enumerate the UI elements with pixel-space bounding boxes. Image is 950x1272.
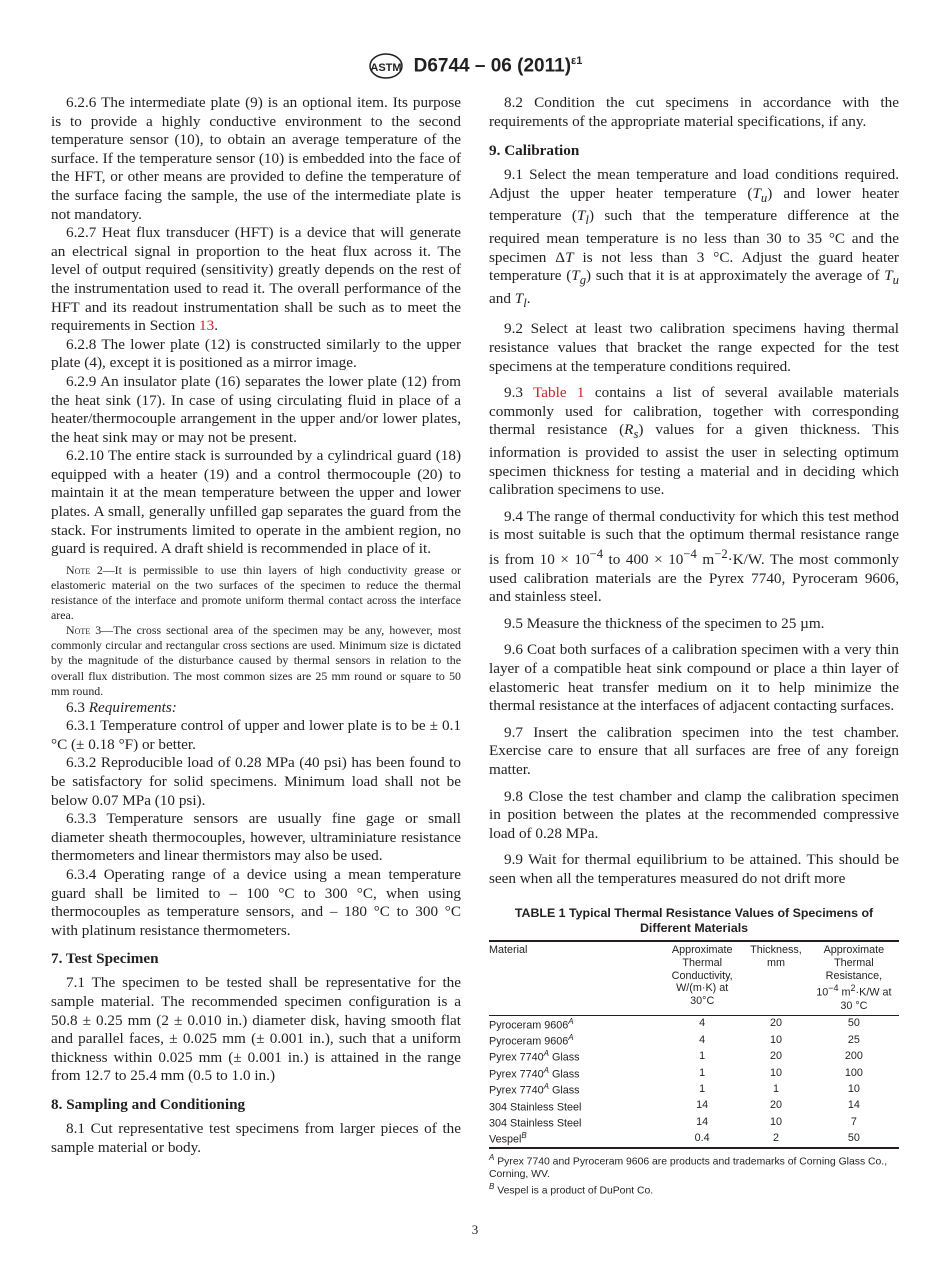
page-header (0, 52, 950, 80)
paragraph-9-6: 9.6 Coat both surfaces of a calibration specimen with a very thin layer of a compatible heat sink compound or place a thin layer of elastomeric heat transfer medium on it to help minimize the thermal resistance at the interfaces of adjacent contacting surfaces. (489, 641, 899, 715)
paragraph-6-2-9: 6.2.9 An insulator plate (16) separates the lower plate (12) from the heat sink (17). In case of using circulating fluid in place of a heater/thermocouple arrangement in the upper and/or lower plates, the heat sink may or may not be present. (51, 372, 461, 446)
table-1 (489, 906, 899, 1198)
header-conductivity: Approximate Thermal Conductivity, W/(m·K) at 30°C (671, 944, 733, 1008)
table-footnote-a: $^A$ Pyrex 7740 and Pyroceram 9606 are products and trademarks of Corning Glass Co., Corning, WV. (489, 1152, 888, 1180)
paragraph-9-5: 9.5 Measure the thickness of the specimen to 25 µm. (504, 614, 825, 632)
svg-text:ASTM: ASTM (370, 62, 402, 74)
paragraph-9-4: 9.4 The range of thermal conductivity for which this test method is most suitable is such that the optimum thermal resistance range is from $10 \times 10^{-4}$ to $400 \times 10^{-4}$ $m^{-2}\cdot K/W$. The most commonly used calibration materials are the Pyrex 7740, Pyroceram 9606, and stainless steel. (489, 507, 899, 606)
thermal-resistance-table (489, 940, 899, 1149)
section-7-heading: 7. Test Specimen (51, 950, 159, 968)
table-row: Pyrex $7740^A$ Glass 1 1 10 (489, 1082, 860, 1097)
table-header-row (489, 941, 899, 1015)
table-row: Vespel$^B$ 0.4 2 50 (489, 1130, 899, 1147)
section-8-heading: 8. Sampling and Conditioning (51, 1095, 246, 1113)
standard-designation: D6744 – 06 $(2011)^{\varepsilon 1}$ (413, 54, 583, 77)
table-footnote-b: $^B$ Vespel is a product of DuPont Co. (489, 1182, 654, 1197)
header-material: Material (489, 944, 528, 956)
table-1-caption: TABLE 1 Typical Thermal Resistance Values of Specimens of Different Materials (514, 906, 874, 935)
paragraph-9-8: 9.8 Close the test chamber and clamp the calibration specimen in position between the plates at the recommended compressive load of 0.28 MPa. (489, 787, 899, 842)
paragraph-6-2-10: 6.2.10 The entire stack is surrounded by a cylindrical guard (18) equipped with a heater (19) and a control thermocouple (20) to maintain it at the mean temperature between the upper and lower plates. A small, generally unfilled gap separates the guard from the stack. For instruments limited to operate in the ambient region, no guard is required. A draft shield is recommended in place of it. (51, 447, 461, 558)
section-13-link[interactable]: 13 (199, 317, 215, 335)
table-row: Pyrex $7740^A$ Glass 1 10 100 (489, 1065, 863, 1081)
left-column (51, 94, 461, 1157)
paragraph-9-9: 9.9 Wait for thermal equilibrium to be attained. This should be seen when all the temperatures measured do not drift more (489, 851, 899, 887)
table-row: Pyrex $7740^A$ Glass 1 20 200 (489, 1049, 863, 1064)
paragraph-6-3-3: 6.3.3 Temperature sensors are usually fine gage or small diameter sheath thermocouples, however, ultraminiature resistance thermometers and linear thermistors may also be used. (51, 810, 461, 865)
paragraph-6-3: 6.3 Requirements: (66, 698, 177, 716)
paragraph-9-7: 9.7 Insert the calibration specimen into the test chamber. Exercise care to ensure that all surfaces are free of any foreign matter. (489, 723, 899, 779)
page-number: 3 (471, 1222, 479, 1237)
paragraph-6-3-1: 6.3.1 Temperature control of upper and lower plate is to be ± 0.1 °C (± 0.18 °F) or better. (51, 717, 461, 753)
table-row: Pyroceram $9606^A$ 4 20 50 (489, 1016, 860, 1032)
table-1-link[interactable]: Table 1 (533, 384, 585, 402)
right-column (489, 94, 899, 889)
note-2: Note 2—It is permissible to use thin layers of high conductivity grease or elastomeric material on the two surfaces of the specimen to reduce the thermal resistance of the interface and promote uniform thermal contact across the interface area. (51, 562, 461, 623)
paragraph-9-1: 9.1 Select the mean temperature and load conditions required. Adjust the upper heater temperature $(T_u)$ and lower heater temperature $(T_l)$ such that the temperature difference at the required mean temperature is no less than 30 to 35 °C and the specimen ΔT is not less than 3 °C. Adjust the guard heater temperature $(T_g)$ such that it is at approximately the average of $T_u$ and $T_l$. (489, 166, 900, 310)
paragraph-8-2: 8.2 Condition the cut specimens in accordance with the requirements of the appropriate material specifications, if any. (489, 94, 899, 130)
paragraph-9-2: 9.2 Select at least two calibration specimens having thermal resistance values that bracket the range expected for the test specimens at the temperature conditions required. (489, 320, 899, 375)
paragraph-6-2-8: 6.2.8 The lower plate (12) is constructed similarly to the upper plate (4), except it is positioned as a mirror image. (51, 335, 461, 372)
paragraph-6-3-2: 6.3.2 Reproducible load of 0.28 MPa (40 psi) has been found to be satisfactory for solid specimens. Minimum load shall not be below 0.07 MPa (10 psi). (51, 754, 461, 809)
astm-logo-icon (368, 52, 404, 80)
paragraph-8-1: 8.1 Cut representative test specimens from larger pieces of the sample material or body. (51, 1119, 461, 1156)
table-row: Pyroceram $9606^A$ 4 10 25 (489, 1032, 860, 1048)
paragraph-6-2-6: 6.2.6 The intermediate plate (9) is an optional item. Its purpose is to provide a highly conductive environment to the second temperature sensor (10), to obtain an average temperature of the surface. If the temperature sensor (10) is embedded into the face of the HFT, or other means are provided to define the temperature of the surface facing the sample, the use of the intermediate plate is not mandatory. (51, 94, 461, 223)
paragraph-6-2-7: 6.2.7 Heat flux transducer (HFT) is a device that will generate an electrical signal in proportion to the heat flux across it. The level of output required (sensitivity) greatly depends on the rest of the instrumentation used to read it. The overall performance of the HFT and its readout instrumentation shall be such as to meet the requirements in Section 13. (51, 224, 461, 335)
section-9-heading: 9. Calibration (489, 142, 580, 160)
paragraph-9-3: 9.3 Table 1 contains a list of several available materials commonly used for calibration, together with corresponding thermal resistance $(R_s)$ values for a given thickness. This information is provided to assist the user in selecting optimum specimen thickness for testing a material and in deciding which calibration specimens to use. (489, 384, 899, 499)
paragraph-6-3-4: 6.3.4 Operating range of a device using a mean temperature guard shall be limited to – 100 °C to 300 °C, when using thermocouples as temperature sensors, and – 180 °C to 300 °C with platinum resistance thermometers. (51, 866, 461, 939)
paragraph-7-1: 7.1 The specimen to be tested shall be representative for the sample material. The recommended specimen configuration is a 50.8 ± 0.25 mm (2 ± 0.010 in.) diameter disk, having smooth flat and parallel faces, ± 0.025 mm (± 0.001 in.), such that a uniform thickness within 0.025 mm (± 0.001 in.) is attained in the range from 12.7 to 25.4 mm (0.5 to 1.0 in.) (51, 974, 461, 1085)
note-3: Note 3—The cross sectional area of the specimen may be any, however, most commonly circular and rectangular cross sections are used. Minimum size is dictated by the magnitude of the disturbance caused by thermal sensors in relation to the overall flux distribution. The most common sizes are 25 mm round or square to 50 mm round. (51, 623, 461, 698)
header-thickness: Thickness, mm (750, 944, 802, 969)
table-row: 304 Stainless Steel 14 10 7 (489, 1115, 857, 1130)
header-resistance: Approximate Thermal Resistance, $10^{-4}$ $m^2\cdot K/W$ at 30 °C (816, 944, 892, 1012)
table-row: 304 Stainless Steel 14 20 14 (489, 1099, 860, 1114)
